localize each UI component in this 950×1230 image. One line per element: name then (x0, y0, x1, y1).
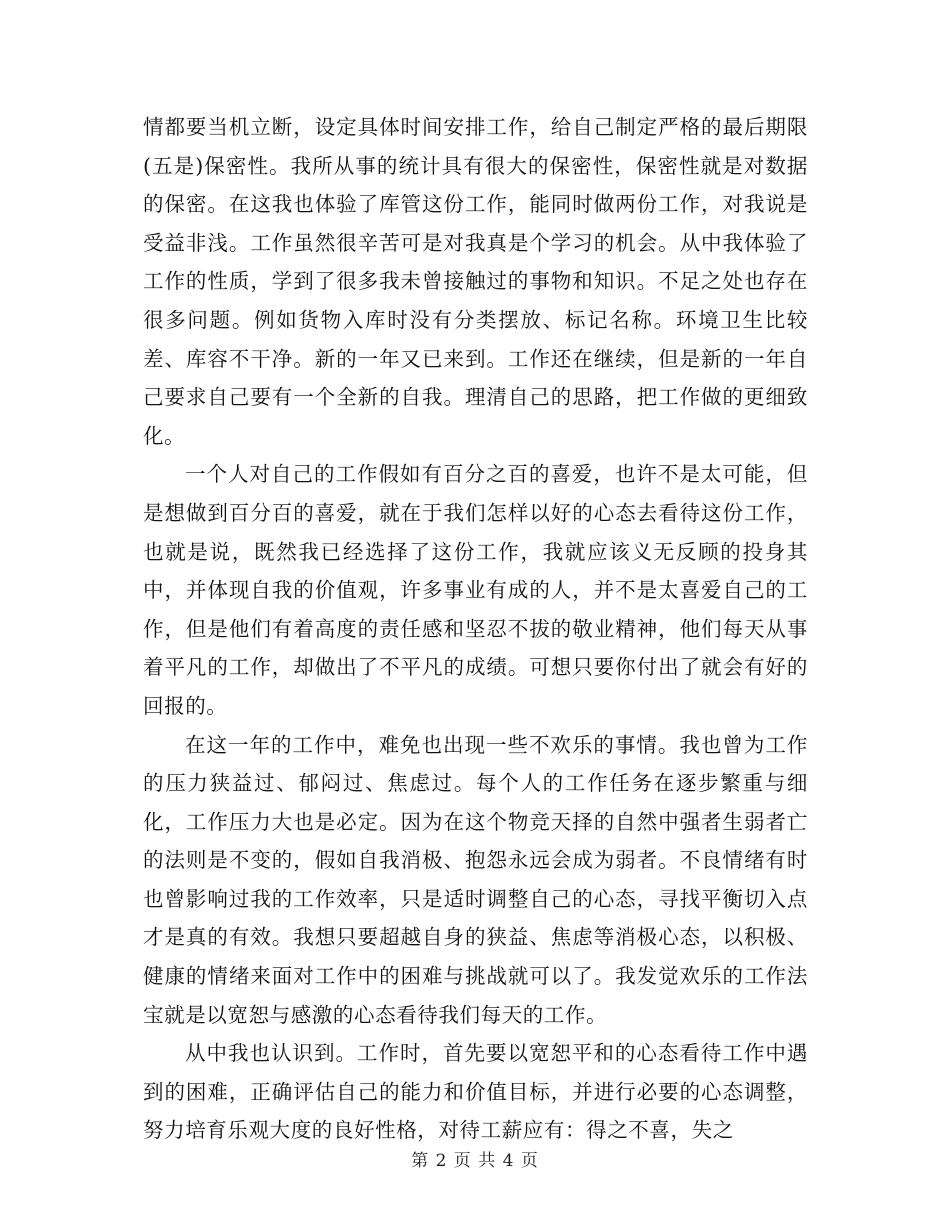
page-footer: 第 2 页 共 4 页 (411, 1151, 539, 1171)
paragraph-3: 在这一年的工作中，难免也出现一些不欢乐的事情。我也曾为工作的压力狭益过、郁闷过、焦虑过。每个人的工作任务在逐步繁重与细化，工作压力大也是必定。因为在这个物竞天择的自然中强者生弱者亡的法则是不变的，假如自我消极、抱怨永远会成为弱者。不良情绪有时也曾影响过我的工作效率，只是适时调整自己的心态，寻找平衡切入点才是真的有效。我想只要超越自身的狭益、焦虑等消极心态，以积极、健康的情绪来面对工作中的困难与挑战就可以了。我发觉欢乐的工作法宝就是以宽恕与感激的心态看待我们每天的工作。 (143, 732, 808, 1027)
paragraph-2: 一个人对自己的工作假如有百分之百的喜爱，也许不是太可能，但是想做到百分百的喜爱，就在于我们怎样以好的心态去看待这份工作，也就是说，既然我已经选择了这份工作，我就应该义无反顾的投身其中，并体现自我的价值观，许多事业有成的人，并不是太喜爱自己的工作，但是他们有着高度的责任感和坚忍不拔的敬业精神，他们每天从事着平凡的工作，却做出了不平凡的成绩。可想只要你付出了就会有好的回报的。 (143, 462, 808, 718)
paragraph-4: 从中我也认识到。工作时，首先要以宽恕平和的心态看待工作中遇到的困难，正确评估自己的能力和价值目标，并进行必要的心态调整，努力培育乐观大度的良好性格，对待工薪应有：得之不喜，失之 (143, 1041, 808, 1143)
paragraph-1: 情都要当机立断，设定具体时间安排工作，给自己制定严格的最后期限(五是)保密性。我所从事的统计具有很大的保密性，保密性就是对数据的保密。在这我也体验了库管这份工作，能同时做两份工作，对我说是受益非浅。工作虽然很辛苦可是对我真是个学习的机会。从中我体验了工作的性质，学到了很多我未曾接触过的事物和知识。不足之处也存在很多问题。例如货物入库时没有分类摆放、标记名称。环境卫生比较差、库容不干净。新的一年又已来到。工作还在继续，但是新的一年自己要求自己要有一个全新的自我。理清自己的思路，把工作做的更细致化。 (143, 115, 808, 448)
body-text (143, 108, 808, 1150)
